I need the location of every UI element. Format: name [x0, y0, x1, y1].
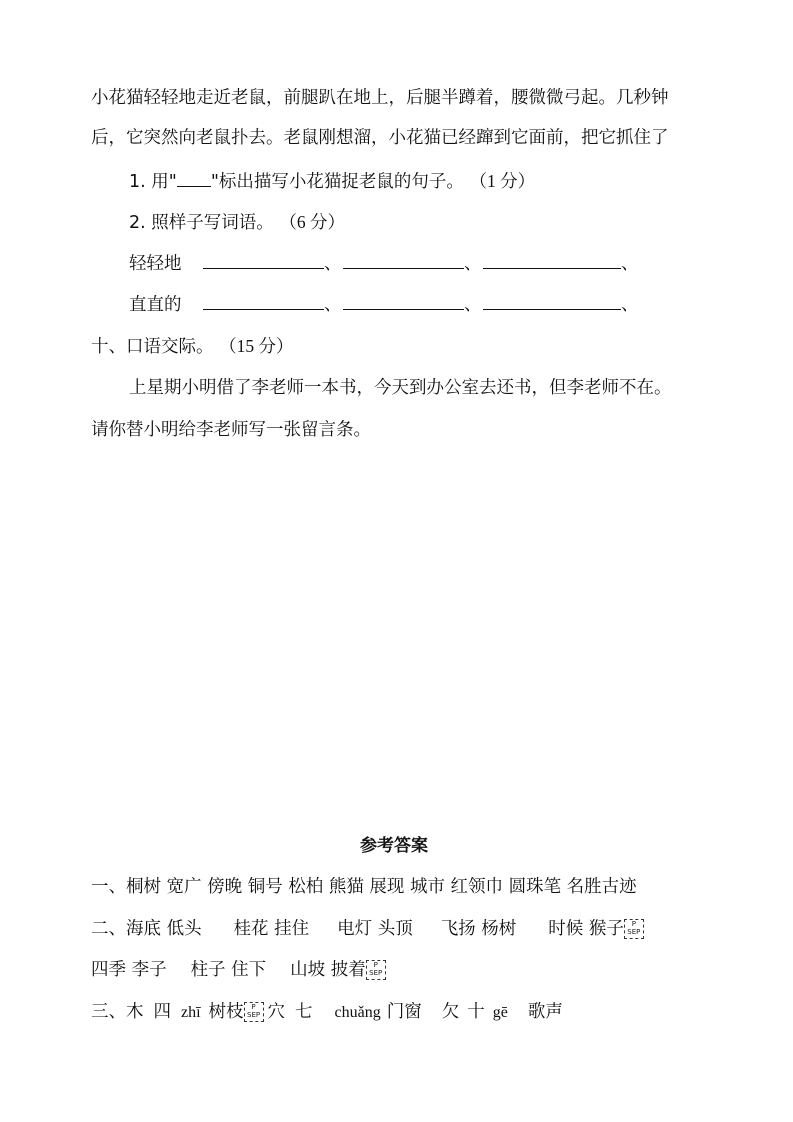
section-10-score: （15 分） — [219, 336, 294, 356]
answer-blank[interactable] — [483, 252, 621, 269]
question-1-suffix: "标出描写小花猫捉老鼠的句子。 — [210, 172, 464, 192]
answer-item: 门窗 — [386, 1002, 422, 1022]
answer-item: 歌声 — [527, 1002, 563, 1022]
answer-item: 欠 — [441, 1002, 460, 1022]
answers-title: 参考答案 — [360, 836, 428, 856]
fill-row-1 — [129, 252, 640, 276]
question-1-score: （1 分） — [469, 171, 536, 191]
separator: 、 — [464, 254, 482, 274]
answer-blank[interactable] — [203, 252, 324, 269]
section-10-para-line-2: 请你替小明给李老师写一张留言条。 — [91, 420, 371, 440]
separator: 、 — [621, 295, 639, 315]
question-2 — [129, 210, 345, 235]
answer-item: 四 — [153, 1002, 171, 1022]
separator: 、 — [324, 295, 342, 315]
answer-item: 七 — [295, 1002, 313, 1022]
word-group: 飞扬 杨树 — [440, 919, 517, 939]
answer-3 — [91, 1000, 563, 1025]
separator: 、 — [621, 254, 639, 274]
answer-item: 穴 — [267, 1002, 286, 1022]
word-group: 四季 李子 — [91, 960, 167, 980]
answer-blank[interactable] — [203, 293, 324, 310]
question-1-blank[interactable] — [177, 170, 211, 187]
separator: 、 — [324, 254, 342, 274]
word-group: 桂花 挂住 — [233, 919, 310, 939]
paragraph-separator-icon: P SEP — [624, 919, 644, 939]
fill-row-label: 直直的 — [129, 295, 182, 315]
question-1-prefix: 1. 用" — [129, 172, 177, 192]
word-group: 柱子 住下 — [190, 960, 267, 980]
answer-2-prefix: 二、 — [91, 919, 126, 939]
answer-item: 木 — [126, 1002, 144, 1022]
answer-1: 一、桐树 宽广 傍晚 铜号 松柏 熊猫 展现 城市 红领巾 圆珠笔 名胜古迹 — [91, 877, 637, 897]
word-group: 时候 猴子 — [548, 919, 624, 939]
paragraph-separator-icon: P SEP — [244, 1002, 264, 1022]
answer-2-line-1 — [91, 917, 644, 941]
answer-item: 树枝 — [208, 1002, 244, 1022]
question-2-text: 2. 照样子写词语。 — [129, 213, 274, 233]
passage-line-1: 小花猫轻轻地走近老鼠，前腿趴在地上，后腿半蹲着，腰微微弓起。几秒钟 — [91, 88, 669, 108]
section-10-heading — [91, 334, 293, 359]
answer-2-line-2 — [91, 958, 386, 982]
fill-row-label: 轻轻地 — [129, 254, 182, 274]
passage-line-2: 后，它突然向老鼠扑去。老鼠刚想溜，小花猫已经蹿到它面前，把它抓住了 — [91, 128, 669, 148]
answer-item: 十 — [467, 1002, 485, 1022]
answer-blank[interactable] — [343, 293, 464, 310]
pinyin: chuǎng — [334, 1004, 381, 1021]
question-1 — [129, 169, 535, 194]
word-group: 山坡 披着 — [290, 960, 366, 980]
question-2-score: （6 分） — [279, 212, 345, 232]
separator: 、 — [464, 295, 482, 315]
pinyin: zhī — [181, 1004, 201, 1021]
word-group: 电灯 头顶 — [337, 919, 413, 939]
word-group: 海底 低头 — [126, 919, 202, 939]
pinyin: gē — [492, 1004, 508, 1021]
paragraph-separator-icon: P SEP — [366, 960, 386, 980]
answer-blank[interactable] — [343, 252, 464, 269]
section-10-title: 十、口语交际。 — [91, 337, 214, 357]
section-10-para-line-1: 上星期小明借了李老师一本书，今天到办公室去还书，但李老师不在。 — [129, 378, 672, 398]
answer-3-prefix: 三、 — [91, 1002, 126, 1022]
answer-blank[interactable] — [483, 293, 621, 310]
fill-row-2 — [129, 293, 640, 317]
